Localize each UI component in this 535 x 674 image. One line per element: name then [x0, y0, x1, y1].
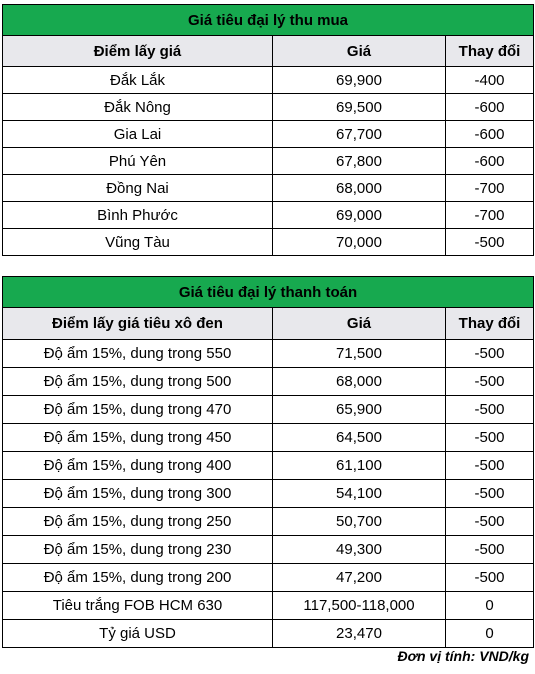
buying-price-table [2, 4, 534, 256]
cell-change: -500 [446, 536, 534, 564]
cell-price: 54,100 [273, 480, 446, 508]
table-row [3, 94, 534, 121]
unit-note: Đơn vị tính: VND/kg [397, 648, 529, 664]
cell-price: 49,300 [273, 536, 446, 564]
cell-price: 69,900 [273, 67, 446, 94]
cell-change: -500 [446, 452, 534, 480]
cell-price: 67,700 [273, 121, 446, 148]
column-header-location: Điểm lấy giá tiêu xô đen [3, 308, 273, 340]
cell-location: Độ ẩm 15%, dung trong 470 [3, 396, 273, 424]
table-row [3, 396, 534, 424]
cell-change: -600 [446, 121, 534, 148]
cell-price: 70,000 [273, 229, 446, 256]
table-row [3, 620, 534, 648]
cell-location: Độ ẩm 15%, dung trong 200 [3, 564, 273, 592]
cell-change: -700 [446, 175, 534, 202]
cell-location: Vũng Tàu [3, 229, 273, 256]
table-title-row [3, 277, 534, 308]
column-header-change: Thay đổi [446, 308, 534, 340]
cell-change: -500 [446, 564, 534, 592]
column-header-location: Điểm lấy giá [3, 36, 273, 67]
table-header-row [3, 308, 534, 340]
cell-change: -500 [446, 229, 534, 256]
cell-location: Độ ẩm 15%, dung trong 300 [3, 480, 273, 508]
cell-change: -600 [446, 94, 534, 121]
cell-location: Độ ẩm 15%, dung trong 500 [3, 368, 273, 396]
cell-change: -500 [446, 508, 534, 536]
cell-location: Đắk Lắk [3, 67, 273, 94]
table-row [3, 592, 534, 620]
table-row [3, 202, 534, 229]
cell-change: -500 [446, 396, 534, 424]
cell-price: 67,800 [273, 148, 446, 175]
cell-price: 68,000 [273, 175, 446, 202]
cell-location: Độ ẩm 15%, dung trong 250 [3, 508, 273, 536]
cell-location: Độ ẩm 15%, dung trong 400 [3, 452, 273, 480]
cell-location: Độ ẩm 15%, dung trong 550 [3, 340, 273, 368]
table-row [3, 340, 534, 368]
cell-change: -400 [446, 67, 534, 94]
cell-price: 23,470 [273, 620, 446, 648]
column-header-change: Thay đổi [446, 36, 534, 67]
table-row [3, 67, 534, 94]
cell-location: Đồng Nai [3, 175, 273, 202]
cell-price: 71,500 [273, 340, 446, 368]
table-title: Giá tiêu đại lý thu mua [3, 5, 534, 36]
table-row [3, 480, 534, 508]
table-row [3, 564, 534, 592]
cell-change: -500 [446, 480, 534, 508]
table-row [3, 424, 534, 452]
column-header-price: Giá [273, 36, 446, 67]
cell-price: 47,200 [273, 564, 446, 592]
cell-price: 68,000 [273, 368, 446, 396]
cell-price: 61,100 [273, 452, 446, 480]
table-row [3, 508, 534, 536]
cell-change: 0 [446, 592, 534, 620]
table-title: Giá tiêu đại lý thanh toán [3, 277, 534, 308]
cell-price: 64,500 [273, 424, 446, 452]
cell-price: 69,000 [273, 202, 446, 229]
table-row [3, 229, 534, 256]
cell-location: Tỷ giá USD [3, 620, 273, 648]
table-title-row [3, 5, 534, 36]
payment-price-table [2, 276, 534, 648]
cell-location: Độ ẩm 15%, dung trong 230 [3, 536, 273, 564]
table-row [3, 368, 534, 396]
cell-location: Độ ẩm 15%, dung trong 450 [3, 424, 273, 452]
cell-location: Phú Yên [3, 148, 273, 175]
table-row [3, 536, 534, 564]
cell-change: -500 [446, 340, 534, 368]
table-header-row [3, 36, 534, 67]
cell-change: -500 [446, 368, 534, 396]
cell-change: -700 [446, 202, 534, 229]
cell-location: Gia Lai [3, 121, 273, 148]
cell-change: -500 [446, 424, 534, 452]
cell-price: 117,500-118,000 [273, 592, 446, 620]
table-row [3, 121, 534, 148]
cell-price: 65,900 [273, 396, 446, 424]
table-row [3, 148, 534, 175]
cell-location: Đắk Nông [3, 94, 273, 121]
cell-location: Bình Phước [3, 202, 273, 229]
cell-price: 69,500 [273, 94, 446, 121]
table-row [3, 175, 534, 202]
cell-change: 0 [446, 620, 534, 648]
table-row [3, 452, 534, 480]
cell-price: 50,700 [273, 508, 446, 536]
column-header-price: Giá [273, 308, 446, 340]
cell-change: -600 [446, 148, 534, 175]
cell-location: Tiêu trắng FOB HCM 630 [3, 592, 273, 620]
